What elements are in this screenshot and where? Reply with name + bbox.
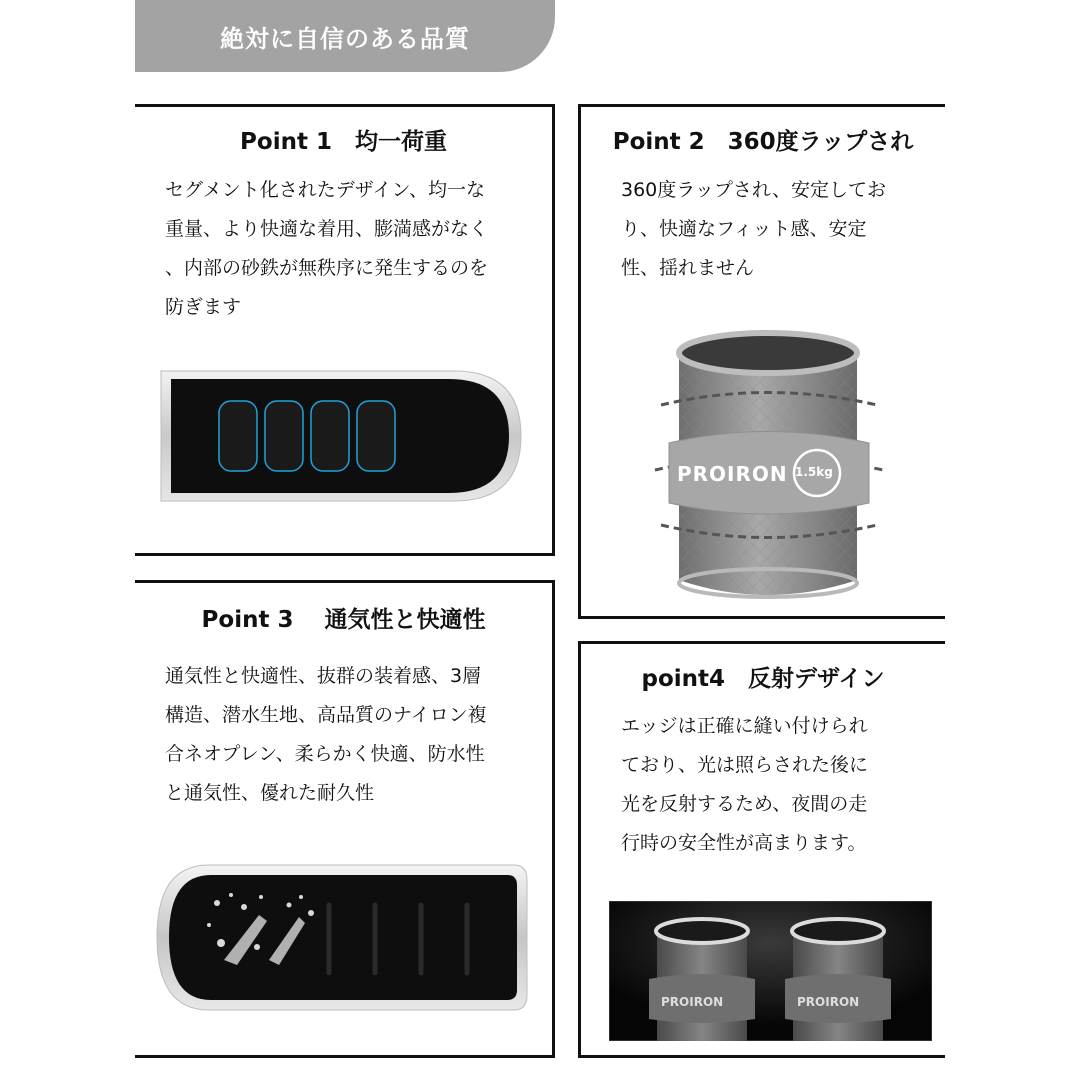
point1-card — [135, 104, 555, 556]
point3-line: と通気性、優れた耐久性 — [165, 782, 375, 804]
point2-title: Point 2 360度ラップされ — [612, 129, 914, 155]
weight-right — [785, 919, 891, 1041]
segment-4 — [357, 401, 395, 471]
point2-weight-label: 1.5kg — [795, 465, 833, 479]
breathable-layer-image — [149, 855, 534, 1020]
point1-line: セグメント化されたデザイン、均一な — [165, 179, 485, 201]
point1-title: Point 1 均一荷重 — [240, 129, 447, 155]
segmented-weight-image — [149, 361, 529, 521]
point4-line: 光を反射するため、夜間の走 — [621, 793, 868, 815]
point4-card — [578, 641, 945, 1058]
point4-brand-left: PROIRON — [661, 995, 724, 1009]
segment-2 — [265, 401, 303, 471]
weight-left — [649, 919, 755, 1041]
point2-line: り、快適なフィット感、安定 — [621, 218, 867, 240]
point1-line: 防ぎます — [165, 296, 242, 318]
point2-line: 性、揺れません — [621, 257, 755, 279]
banner-title: 絶対に自信のある品質 — [220, 24, 470, 53]
point3-card — [135, 580, 555, 1058]
point2-line: 360度ラップされ、安定してお — [621, 179, 887, 201]
point2-text — [621, 171, 886, 288]
point3-title: Point 3 通気性と快適性 — [201, 607, 486, 633]
point3-line: 通気性と快適性、抜群の装着感、3層 — [165, 665, 482, 687]
reflective-night-image — [609, 901, 932, 1041]
segment-1 — [219, 401, 257, 471]
point4-line: ており、光は照らされた後に — [621, 754, 869, 776]
segment-3 — [311, 401, 349, 471]
point4-text — [621, 707, 868, 863]
point1-text — [165, 171, 488, 327]
point4-title: point4 反射デザイン — [641, 666, 885, 692]
point1-line: 重量、より快適な着用、膨満感がなく — [165, 218, 489, 240]
header-banner — [135, 0, 555, 72]
point4-brand-right: PROIRON — [797, 995, 860, 1009]
point3-line: 構造、潜水生地、高品質のナイロン複 — [165, 704, 487, 726]
point3-text — [165, 657, 487, 813]
point1-line: 、内部の砂鉄が無秩序に発生するのを — [165, 257, 489, 279]
point2-card — [578, 104, 945, 619]
point4-line: エッジは正確に縫い付けられ — [621, 715, 868, 737]
point3-line: 合ネオプレン、柔らかく快適、防水性 — [165, 743, 485, 765]
point4-line: 行時の安全性が高まります。 — [621, 832, 867, 854]
point2-brand-logo: PROIRON — [677, 462, 788, 486]
